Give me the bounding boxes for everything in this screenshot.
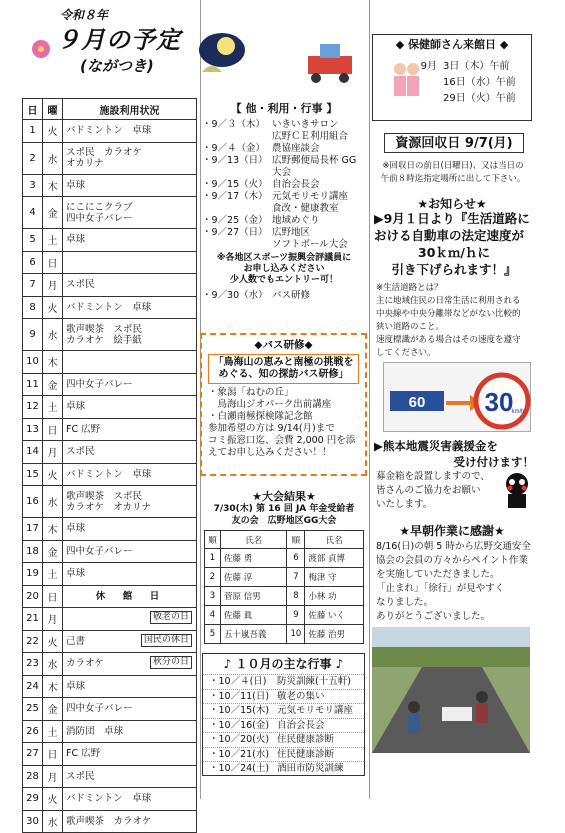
day-cell: 26 <box>23 720 43 743</box>
calendar-row <box>23 765 197 788</box>
october-title: 自治会長会 <box>277 719 325 731</box>
usage-text: にこにこクラブ 四中女子バレー <box>66 201 133 224</box>
day-cell: 10 <box>23 351 43 374</box>
day-cell: 5 <box>23 229 43 252</box>
health-date: 16日（水）午前 <box>443 77 516 88</box>
calendar-row <box>23 441 197 464</box>
october-date: ・10／21(水) <box>209 748 270 760</box>
event-title: 元気モリモリ講座 食改・健康教室 <box>272 191 349 214</box>
moon-rabbit-icon <box>196 28 248 78</box>
event-item <box>202 215 368 227</box>
cosmos-flower-icon <box>30 38 52 60</box>
october-item <box>203 761 364 776</box>
october-item <box>203 718 364 733</box>
rank-cell: 8 <box>287 587 305 606</box>
events-list <box>200 119 368 251</box>
thanks-line: ありがとうございました。 <box>376 611 491 622</box>
results-row <box>205 587 364 606</box>
usage-text: 休 館 日 <box>95 590 164 602</box>
day-cell: 8 <box>23 296 43 319</box>
october-date: ・10／11(日) <box>209 690 270 702</box>
usage-text: 己書 <box>66 635 86 647</box>
bus-tour-line: えてお申し込みください！！ <box>208 447 332 458</box>
calendar-row <box>23 418 197 441</box>
health-row <box>397 91 531 107</box>
event-date: ・9／15（火） <box>202 179 268 190</box>
event-date: ・9／30（水） <box>202 290 268 301</box>
usage-text: バドミントン 卓球 <box>66 468 152 480</box>
rank-cell: 6 <box>287 549 305 568</box>
weekday-cell: 金 <box>43 373 63 396</box>
usage-cell <box>63 120 197 143</box>
event-title: 広野郵便局長杯 GG 大会 <box>272 155 357 178</box>
notice-detail-line: ※生活道路とは？ <box>376 283 443 293</box>
october-date: ・10／15(木) <box>209 705 270 716</box>
usage-cell <box>63 174 197 197</box>
name-cell: 小林 功 <box>305 587 364 606</box>
name-cell: 渡部 貞博 <box>305 549 364 568</box>
kumamoto-heading-2: 受け付けます！ <box>453 455 534 469</box>
day-cell: 25 <box>23 698 43 721</box>
weekday-cell: 月 <box>43 274 63 297</box>
page-title: ９月の予定 <box>56 26 181 54</box>
calendar-row <box>23 319 197 351</box>
calendar-row <box>23 630 197 653</box>
usage-cell <box>63 518 197 541</box>
day-cell: 19 <box>23 563 43 586</box>
notice-line: ▶9月１日より『生活道路に <box>374 211 530 226</box>
weekday-cell: 土 <box>43 229 63 252</box>
usage-cell <box>63 396 197 419</box>
event-title: いきいきサロン 広野ＣＥ利用組合 <box>272 119 349 142</box>
rank-cell: 5 <box>205 625 221 644</box>
event-date: ・9／27（日） <box>202 227 268 238</box>
calendar-row <box>23 373 197 396</box>
day-cell: 17 <box>23 518 43 541</box>
calendar-row <box>23 608 197 631</box>
day-cell: 6 <box>23 251 43 274</box>
usage-text: 卓球 <box>66 523 86 535</box>
event-date: ・9／25（金） <box>202 215 268 226</box>
october-title: 防災訓練(十五軒) <box>277 676 351 687</box>
event-item <box>202 119 368 143</box>
weekday-cell: 金 <box>43 698 63 721</box>
october-title: 住民健康診断 <box>277 748 335 760</box>
usage-cell <box>63 197 197 229</box>
event-date: ・9／３（木） <box>202 119 266 130</box>
name-cell: 菅原 信男 <box>221 587 287 606</box>
october-date: ・10／20(火) <box>209 734 270 745</box>
usage-cell <box>63 142 197 174</box>
october-item <box>203 732 364 747</box>
bus-tour-line: 鳥海山ジオパーク出前講座 <box>208 399 332 410</box>
calendar-row <box>23 142 197 174</box>
notice-main <box>374 210 534 278</box>
thanks-line: 協会の会員の方々からペイント作業 <box>376 555 529 566</box>
october-item <box>203 747 364 762</box>
col-usage: 施設利用状況 <box>63 99 197 120</box>
events-section <box>200 98 368 302</box>
weekday-cell: 月 <box>43 608 63 631</box>
health-heading: ◆ 保健師さん来館日 ◆ <box>395 38 509 51</box>
usage-cell <box>63 463 197 486</box>
usage-text: バドミントン 卓球 <box>66 301 152 313</box>
usage-text: FC 広野 <box>66 748 101 760</box>
weekday-cell: 金 <box>43 197 63 229</box>
notice-detail-line: 中央線や中央分離帯などがない比較的 <box>376 309 521 319</box>
health-date: 3日（木）午前 <box>443 61 510 72</box>
usage-text: バドミントン 卓球 <box>66 125 152 137</box>
usage-cell <box>63 251 197 274</box>
weekday-cell: 木 <box>43 174 63 197</box>
recycling-note: ※回収日の前日(日曜日)、又は当日の 午前８時迄指定場所に出して下さい。 <box>380 161 526 184</box>
october-title: 住民健康診断 <box>277 734 335 745</box>
health-date: 29日（火）午前 <box>443 93 516 104</box>
usage-text: 歌声喫茶 スポ民 カラオケ オカリナ <box>66 490 151 513</box>
notice-line: 引き下げられます！』 <box>391 262 517 277</box>
health-month: 9月 <box>420 61 437 72</box>
results-table <box>204 530 364 644</box>
results-row <box>205 606 364 625</box>
era-label: 令和８年 <box>60 8 109 22</box>
weekday-cell: 火 <box>43 463 63 486</box>
day-cell: 27 <box>23 743 43 766</box>
calendar-row <box>23 351 197 374</box>
usage-cell <box>63 319 197 351</box>
usage-text: 歌声喫茶 スポ民 カラオケ 絵手紙 <box>66 323 143 346</box>
holiday-tag: 敬老の日 <box>150 611 192 624</box>
usage-cell <box>63 274 197 297</box>
calendar-row <box>23 251 197 274</box>
calendar-row <box>23 653 197 676</box>
usage-cell <box>63 229 197 252</box>
day-cell: 15 <box>23 463 43 486</box>
usage-cell <box>63 418 197 441</box>
combine-harvester-icon <box>300 38 360 86</box>
bus-tour-heading: ◆バス研修◆ <box>254 339 313 351</box>
rank-cell: 4 <box>205 606 221 625</box>
kumamoto-text <box>376 470 496 512</box>
kumamoto-line: 皆さんのご協力をお願い <box>376 485 481 496</box>
bus-tour-box <box>200 333 367 476</box>
speed-sign-image <box>383 362 531 432</box>
rank-cell: 3 <box>205 587 221 606</box>
kumamoto-heading: ▶熊本地震災害義援金を <box>374 439 498 453</box>
rank-cell: 7 <box>287 568 305 587</box>
usage-text: 卓球 <box>66 568 86 580</box>
usage-cell <box>63 630 197 653</box>
event-item <box>202 155 368 179</box>
october-title: 元気モリモリ講座 <box>277 705 354 716</box>
thanks-line: なりました。 <box>376 597 434 608</box>
sign-from-value: 60 <box>408 394 426 411</box>
name-cell: 佐藤 勇 <box>221 549 287 568</box>
usage-text: スポ民 カラオケ オカリナ <box>66 147 142 169</box>
notice-detail-line: 速度標識がある場合はその速度を遵守 <box>376 335 521 345</box>
day-cell: 1 <box>23 120 43 143</box>
october-title: 敬老の集い <box>277 690 325 702</box>
results-row <box>205 568 364 587</box>
calendar-row <box>23 174 197 197</box>
col-weekday: 曜 <box>43 99 63 120</box>
calendar-row <box>23 486 197 518</box>
calendar-row <box>23 810 197 833</box>
thanks-line: 8/16(日)の朝 5 時から広野交通安全 <box>376 541 531 552</box>
results-heading: ★大会結果★ <box>252 490 316 503</box>
notice-detail-line: 主に地域住民の日常生活に利用される <box>376 296 521 306</box>
col-day: 日 <box>23 99 43 120</box>
usage-cell <box>63 810 197 833</box>
rank-cell: 2 <box>205 568 221 587</box>
calendar-row <box>23 229 197 252</box>
day-cell: 29 <box>23 788 43 811</box>
calendar-row <box>23 563 197 586</box>
results-subtitle: 7/30(木) 第 16 回 JA 年金受給者 友の会 広野地区GG大会 <box>213 504 355 526</box>
weekday-cell: 土 <box>43 720 63 743</box>
health-month <box>397 91 443 107</box>
usage-cell <box>63 608 197 631</box>
day-cell: 30 <box>23 810 43 833</box>
usage-text: FC 広野 <box>66 423 101 435</box>
usage-text: 四中女子バレー <box>66 378 133 390</box>
weekday-cell: 水 <box>43 653 63 676</box>
day-cell: 23 <box>23 653 43 676</box>
weekday-cell: 水 <box>43 486 63 518</box>
notice-detail-line: 狭い道路のこと。 <box>376 322 445 332</box>
event-title: 農協座談会 <box>272 143 320 154</box>
day-cell: 3 <box>23 174 43 197</box>
sign-unit: km/h <box>511 409 525 415</box>
results-col: 氏名 <box>305 531 364 549</box>
october-heading: ♪ １０月の主な行事 ♪ <box>223 657 344 671</box>
usage-text: スポ民 <box>66 446 95 458</box>
usage-text: 卓球 <box>66 401 86 413</box>
facility-calendar <box>22 98 197 833</box>
day-cell: 11 <box>23 373 43 396</box>
day-cell: 4 <box>23 197 43 229</box>
bus-tour-title: 「鳥海山の恵みと南極の挑戦を めぐる、知の探訪バス研修」 <box>208 354 359 384</box>
usage-cell <box>63 540 197 563</box>
weekday-cell: 水 <box>43 810 63 833</box>
event-item <box>202 191 368 215</box>
weekday-cell: 日 <box>43 743 63 766</box>
usage-text: カラオケ <box>66 658 104 670</box>
event-item <box>202 179 368 191</box>
day-cell: 18 <box>23 540 43 563</box>
event-date: ・9／４（金） <box>202 143 266 154</box>
weekday-cell: 木 <box>43 518 63 541</box>
calendar-row <box>23 540 197 563</box>
name-cell: 佐藤 淳 <box>221 568 287 587</box>
kumamon-icon <box>500 470 534 510</box>
weekday-cell: 日 <box>43 251 63 274</box>
usage-cell <box>63 296 197 319</box>
road-painting-photo <box>372 627 530 753</box>
calendar-row <box>23 463 197 486</box>
calendar-row <box>23 675 197 698</box>
usage-cell <box>63 563 197 586</box>
thanks-line: を実施していただきました。 <box>376 569 500 580</box>
calendar-row <box>23 197 197 229</box>
usage-cell <box>63 698 197 721</box>
name-cell: 佐藤 いく <box>305 606 364 625</box>
bus-tour-line: コミ振窓口迄、会費 2,000 円を添 <box>208 435 356 446</box>
health-row <box>397 75 531 91</box>
event-date: ・9／13（日） <box>202 155 268 166</box>
results-col: 順 <box>287 531 305 549</box>
recycling-heading: 資源回収日 9/7(月) <box>384 133 524 153</box>
day-cell: 21 <box>23 608 43 631</box>
day-cell: 22 <box>23 630 43 653</box>
holiday-tag: 国民の休日 <box>141 634 192 647</box>
event-item <box>202 227 368 251</box>
results-col: 氏名 <box>221 531 287 549</box>
october-date: ・10／24(土) <box>209 763 270 774</box>
notice-heading: ★お知らせ★ <box>417 197 487 211</box>
calendar-row <box>23 743 197 766</box>
october-item <box>203 703 364 718</box>
day-cell: 9 <box>23 319 43 351</box>
holiday-tag: 秋分の日 <box>150 656 192 669</box>
events-heading: 【 他・利用・行事 】 <box>230 102 338 115</box>
october-events-box <box>202 653 365 776</box>
usage-text: 歌声喫茶 カラオケ <box>66 815 152 827</box>
day-cell: 12 <box>23 396 43 419</box>
usage-cell <box>63 585 197 608</box>
event-title: 地域めぐり <box>272 215 320 226</box>
usage-cell <box>63 720 197 743</box>
name-cell: 梅津 守 <box>305 568 364 587</box>
events-note: ※各地区スポーツ振興会評議員に お申し込みください 少人数でもエントリー可！ <box>216 253 352 285</box>
usage-text: 四中女子バレー <box>66 545 133 557</box>
day-cell: 28 <box>23 765 43 788</box>
health-nurse-box <box>372 34 532 121</box>
weekday-cell: 水 <box>43 142 63 174</box>
usage-cell <box>63 441 197 464</box>
calendar-row <box>23 120 197 143</box>
weekday-cell: 木 <box>43 351 63 374</box>
rank-cell: 10 <box>287 625 305 644</box>
weekday-cell: 日 <box>43 418 63 441</box>
day-cell: 24 <box>23 675 43 698</box>
day-cell: 20 <box>23 585 43 608</box>
weekday-cell: 土 <box>43 396 63 419</box>
usage-text: 四中女子バレー <box>66 703 133 715</box>
calendar-row <box>23 720 197 743</box>
notice-detail <box>376 282 534 360</box>
name-cell: 佐藤 眞 <box>221 606 287 625</box>
sign-to-value: 30 <box>484 387 514 417</box>
bus-tour-line: 参加希望の方は 9/14(月)まで <box>208 423 335 434</box>
weekday-cell: 木 <box>43 675 63 698</box>
usage-cell <box>63 653 197 676</box>
results-row <box>205 625 364 644</box>
calendar-row <box>23 274 197 297</box>
health-row <box>397 59 531 75</box>
header <box>0 0 200 98</box>
weekday-cell: 火 <box>43 296 63 319</box>
usage-cell <box>63 743 197 766</box>
usage-text: バドミントン 卓球 <box>66 793 152 805</box>
weekday-cell: 日 <box>43 585 63 608</box>
weekday-cell: 土 <box>43 563 63 586</box>
weekday-cell: 月 <box>43 441 63 464</box>
thanks-line: 「止まれ」「徐行」が見やすく <box>376 583 505 594</box>
notice-detail-line: してください。 <box>376 348 436 358</box>
notice-line: おける自動車の法定速度が <box>374 228 525 243</box>
event-date: ・9／17（木） <box>202 191 268 202</box>
name-cell: 五十嵐吾義 <box>221 625 287 644</box>
rank-cell: 1 <box>205 549 221 568</box>
usage-cell <box>63 351 197 374</box>
calendar-row <box>23 585 197 608</box>
day-cell: 2 <box>23 142 43 174</box>
bus-tour-line: ・象潟「ねむの丘」 <box>208 387 294 398</box>
october-date: ・10／16(金) <box>209 719 270 731</box>
calendar-row <box>23 296 197 319</box>
kumamoto-line: 募金箱を設置しますので、 <box>376 471 490 482</box>
event-item <box>202 143 368 155</box>
results-row <box>205 549 364 568</box>
event-title: 自治会長会 <box>272 179 320 190</box>
weekday-cell: 月 <box>43 765 63 788</box>
october-date: ・10／４(日) <box>209 676 267 687</box>
weekday-cell: 火 <box>43 120 63 143</box>
health-month <box>397 75 443 91</box>
weekday-cell: 水 <box>43 319 63 351</box>
rank-cell: 9 <box>287 606 305 625</box>
usage-text: スポ民 <box>66 770 95 782</box>
usage-text: 卓球 <box>66 179 86 191</box>
day-cell: 13 <box>23 418 43 441</box>
usage-cell <box>63 373 197 396</box>
usage-text: 卓球 <box>66 680 86 692</box>
day-cell: 16 <box>23 486 43 518</box>
bus-tour-line: ・白瀬南極探検隊記念館 <box>208 411 313 422</box>
weekday-cell: 金 <box>43 540 63 563</box>
kumamoto-line: いたします。 <box>376 499 433 510</box>
calendar-row <box>23 396 197 419</box>
results-col: 順 <box>205 531 221 549</box>
usage-cell <box>63 675 197 698</box>
usage-text: 卓球 <box>66 234 86 246</box>
usage-cell <box>63 486 197 518</box>
october-item <box>203 674 364 689</box>
usage-cell <box>63 765 197 788</box>
thanks-text <box>376 540 534 624</box>
day-cell: 7 <box>23 274 43 297</box>
october-item <box>203 689 364 704</box>
october-title: 酒田市防災訓練 <box>277 763 344 774</box>
calendar-row <box>23 518 197 541</box>
usage-text: 消防団 卓球 <box>66 725 124 737</box>
name-cell: 佐藤 治男 <box>305 625 364 644</box>
event-title: 広野地区 ソフトボール大会 <box>272 227 348 250</box>
calendar-row <box>23 698 197 721</box>
event-title: バス研修 <box>272 290 311 301</box>
page-subtitle: (ながつき) <box>80 57 154 75</box>
usage-text: スポ民 <box>66 279 95 291</box>
weekday-cell: 火 <box>43 630 63 653</box>
weekday-cell: 火 <box>43 788 63 811</box>
thanks-heading: ★早朝作業に感謝★ <box>399 524 505 538</box>
notice-line: 30ｋｍ/ｈに <box>418 245 490 260</box>
day-cell: 14 <box>23 441 43 464</box>
